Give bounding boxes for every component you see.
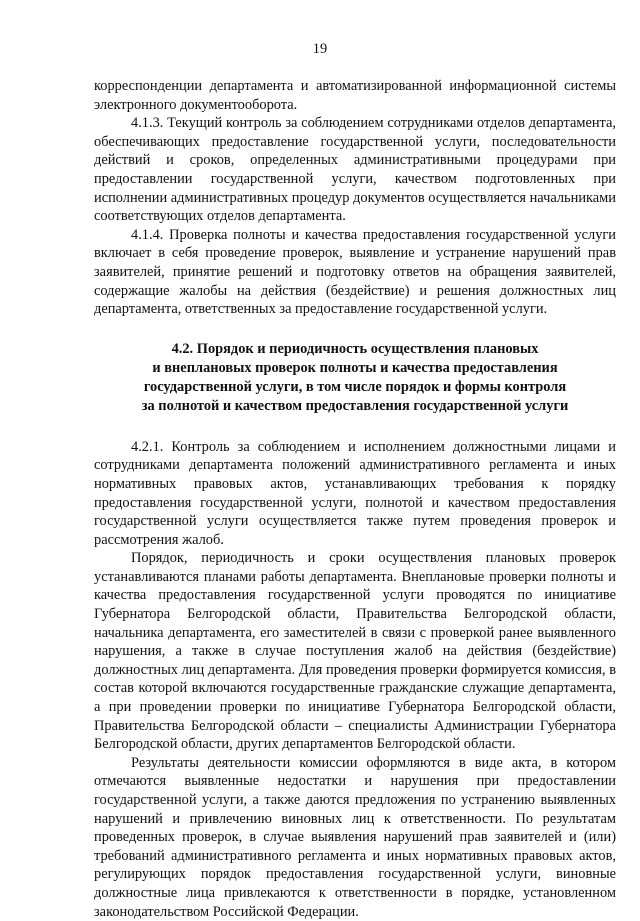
paragraph-4-1-3: 4.1.3. Текущий контроль за соблюдением сотрудниками отделов департамента, обеспечивающих предоставление государственной услуги, последовательности действий и сроков, определенных административными процедурами при предоставлении государственной услуги, качеством подготовленных при исполнении административных процедур документов осуществляется начальниками соответствующих отделов департамента.: [94, 115, 616, 225]
paragraph-4-2-1: 4.2.1. Контроль за соблюдением и исполнением должностными лицами и сотрудниками департамента положений административного регламента и иных нормативных правовых актов, устанавливающих требования к порядку предоставления государственной услуги, полнотой и качеством предоставления государственной услуги осуществляется также путем проведения проверок и рассмотрения жалоб.: [94, 438, 616, 548]
section-heading-4-2: [94, 340, 616, 416]
document-body: [94, 77, 616, 921]
paragraph-commission-results: Результаты деятельности комиссии оформляются в виде акта, в котором отмечаются выявленные недостатки и нарушения при предоставлении государственной услуги, а также даются предложения по устранению выявленных нарушений и привлечению виновных лиц к ответственности. По результатам проведенных проверок, в случае выявления нарушений прав заявителей и (или) требований административного регламента и иных нормативных правовых актов, регулирующих порядок предоставления государственной услуги, виновные должностные лица привлекаются к ответственности в порядке, установленном законодательством Российской Федерации.: [94, 754, 616, 920]
section-heading-line: и внеплановых проверок полноты и качества предоставления: [152, 359, 558, 376]
page-number: 19: [312, 41, 328, 57]
paragraph-inspection-order: Порядок, периодичность и сроки осуществления плановых проверок устанавливаются планами работы департамента. Внеплановые проверки полноты и качества предоставления государственной услуги проводятся по инициативе Губернатора Белгородской области, Правительства Белгородской области, начальника департамента, его заместителей в связи с проверкой ранее выявленного нарушения, а также в случае поступления жалоб на действия (бездействие) должностных лиц департамента. Для проведения проверки формируется комиссия, в состав которой включаются государственные гражданские служащие департамента, а при проведении проверки по инициативе Губернатора Белгородской области, Правительства Белгородской области – специалисты Администрации Губернатора Белгородской области, других департаментов Белгородской области.: [94, 550, 616, 753]
section-heading-line: государственной услуги, в том числе порядок и формы контроля: [143, 378, 567, 395]
paragraph-4-1-4: 4.1.4. Проверка полноты и качества предоставления государственной услуги включает в себя проведение проверок, выявление и устранение нарушений прав заявителей, принятие решений и подготовку ответов на обращения заявителей, содержащие жалобы на действия (бездействие) и решения должностных лиц департамента, ответственных за предоставление государственной услуги.: [94, 226, 616, 318]
section-heading-line: за полнотой и качеством предоставления государственной услуги: [141, 397, 569, 414]
paragraph-continuation: корреспонденции департамента и автоматизированной информационной системы электронного документооборота.: [94, 78, 616, 113]
section-heading-line: 4.2. Порядок и периодичность осуществления плановых: [171, 340, 539, 357]
